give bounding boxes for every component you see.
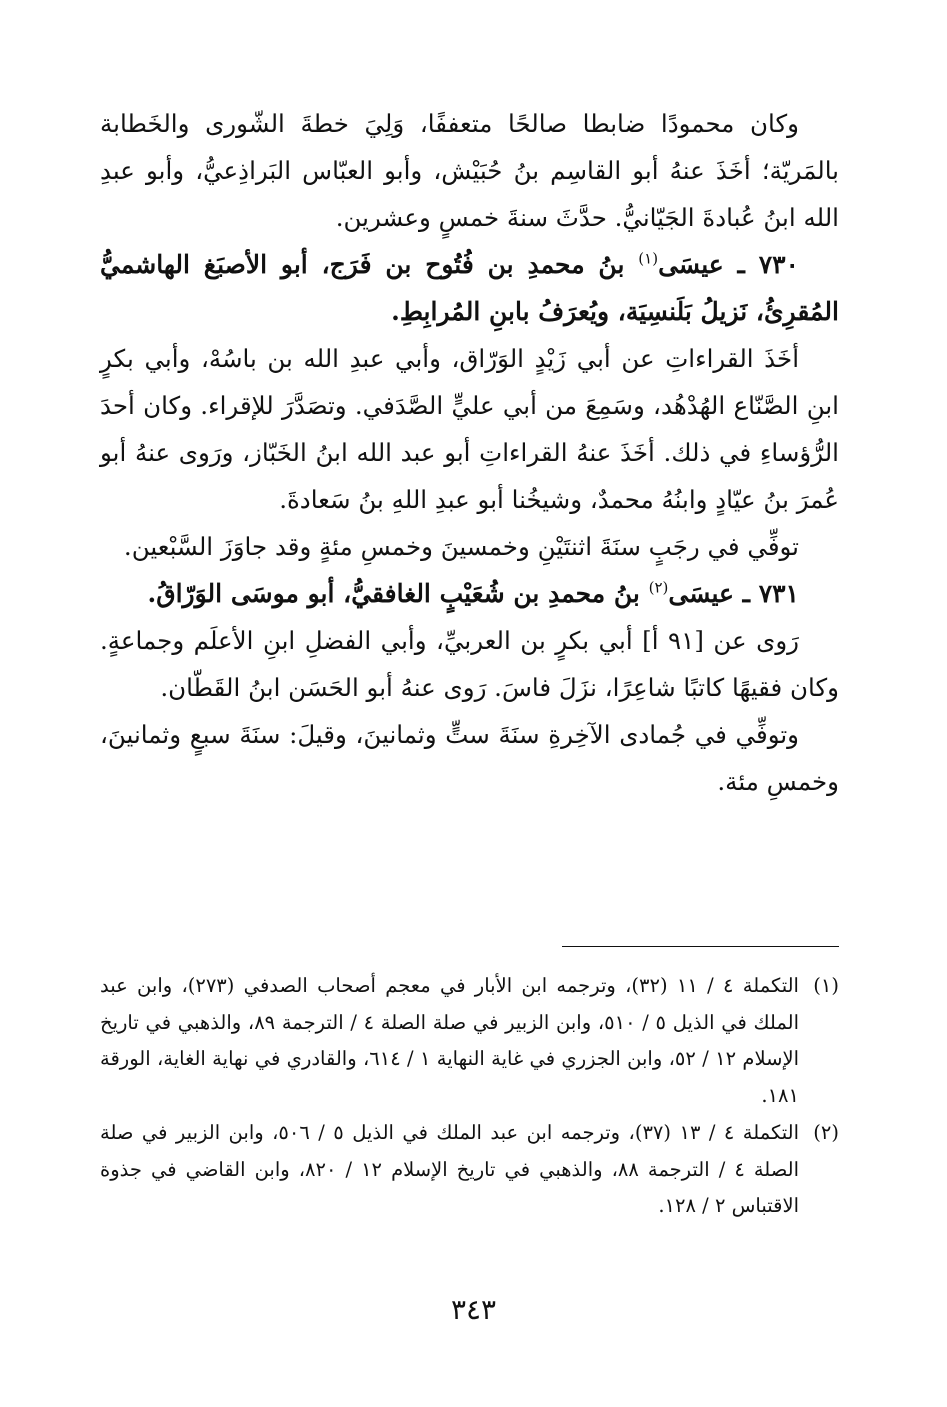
page-number: ٣٤٣: [450, 1293, 497, 1326]
footnote-1-text: التكملة ٤ / ١١ (٣٢)، وترجمه ابن الأبار في معجم أصحاب الصدفي (٢٧٣)، وابن عبد الملك في الذيل ٥ / ٥١٠، وابن الزبير في صلة الصلة ٤ / الترجمة ٨٩، والذهبي في تاريخ الإسلام ١٢ / ٥٢، وابن الجزري في غاية النهاية ١ / ٦١٤، والقادري في نهاية الغاية، الورقة ١٨١.: [100, 974, 800, 1107]
entry-731-heading: [100, 570, 839, 617]
footnote-separator: [562, 946, 839, 947]
entry-730-paragraph-1: أخَذَ القراءاتِ عن أبي زَيْدٍ الوَرّاق، وأبي عبدِ الله بن باسُهْ، وأبي بكرٍ ابنِ الصَّنّاع الهُدْهُد، وسَمِعَ من أبي عليٍّ الصَّدَفي. وتصَدَّرَ للإقراء. وكان أحدَ الرُّؤساءِ في ذلك. أخَذَ عنهُ القراءاتِ أبو عبد الله ابنُ الخَبّاز، ورَوى عنهُ أبو عُمرَ بنُ عيّادٍ وابنُهُ محمدٌ، وشيخُنا أبو عبدِ اللهِ بنُ سَعادةَ.: [100, 344, 839, 514]
footnotes: [100, 968, 839, 1226]
entry-731-paragraph-2: وتوفِّي في جُمادى الآخِرةِ سنَةَ ستٍّ وثمانينَ، وقيلَ: سنَةَ سبعٍ وثمانينَ، وخمسِ مئة.: [100, 720, 839, 796]
footnote-ref-2: (٢): [648, 578, 669, 597]
main-text: [100, 100, 839, 805]
entry-731-title-rest: بنُ محمدِ بن شُعَيْبٍ الغافقيُّ، أبو موسَى الوَرّاقُ.: [147, 579, 649, 608]
entry-730-heading: [100, 241, 839, 335]
footnote-2-text: التكملة ٤ / ١٣ (٣٧)، وترجمه ابن عبد الملك في الذيل ٥ / ٥٠٦، وابن الزبير في صلة الصلة ٤ / الترجمة ٨٨، والذهبي في تاريخ الإسلام ١٢ / ٨٢٠، وابن القاضي في جذوة الاقتباس ٢ / ١٢٨.: [100, 1121, 800, 1217]
entry-730-name: ٧٣٠ ـ عيسَى: [658, 250, 799, 279]
footnote-2: [100, 1115, 839, 1225]
entry-731-paragraph-1: رَوى عن [٩١ أ] أبي بكرٍ بن العربيِّ، وأبي الفضلِ ابنِ الأعلَم وجماعةٍ. وكان فقيهًا كاتبًا شاعِرًا، نزَلَ فاسَ. رَوى عنهُ أبو الحَسَن ابنُ القَطّان.: [100, 626, 839, 702]
footnote-1-number: (١): [813, 974, 839, 997]
footnote-1: [100, 968, 839, 1114]
paragraph-intro: وكان محمودًا ضابطا صالحًا متعففًا، وَلِيَ خطةَ الشّورى والخَطابة بالمَريّة؛ أخَذَ عنهُ أبو القاسِم بنُ حُبَيْش، وأبو العبّاس البَراذِعيُّ، وأبو عبدِ الله ابنُ عُبادةَ الجَيّانيُّ. حدَّثَ سنةَ خمسٍ وعشرين.: [100, 109, 839, 232]
entry-731-name: ٧٣١ ـ عيسَى: [668, 579, 799, 608]
footnote-2-number: (٢): [813, 1121, 839, 1144]
footnote-ref-1: (١): [638, 249, 659, 268]
entry-730-title-rest: بنُ محمدِ بن فُتُوح بن فَرَج، أبو الأصبَغ الهاشميُّ المُقرِئُ، نَزيلُ بَلَنسِيَة، ويُعرَفُ بابنِ المُرابِطِ.: [100, 250, 839, 326]
entry-730-paragraph-2: توفِّي في رجَبٍ سنَةَ اثنتَيْنِ وخمسينَ وخمسِ مئةٍ وقد جاوَزَ السَّبْعين.: [123, 532, 799, 561]
